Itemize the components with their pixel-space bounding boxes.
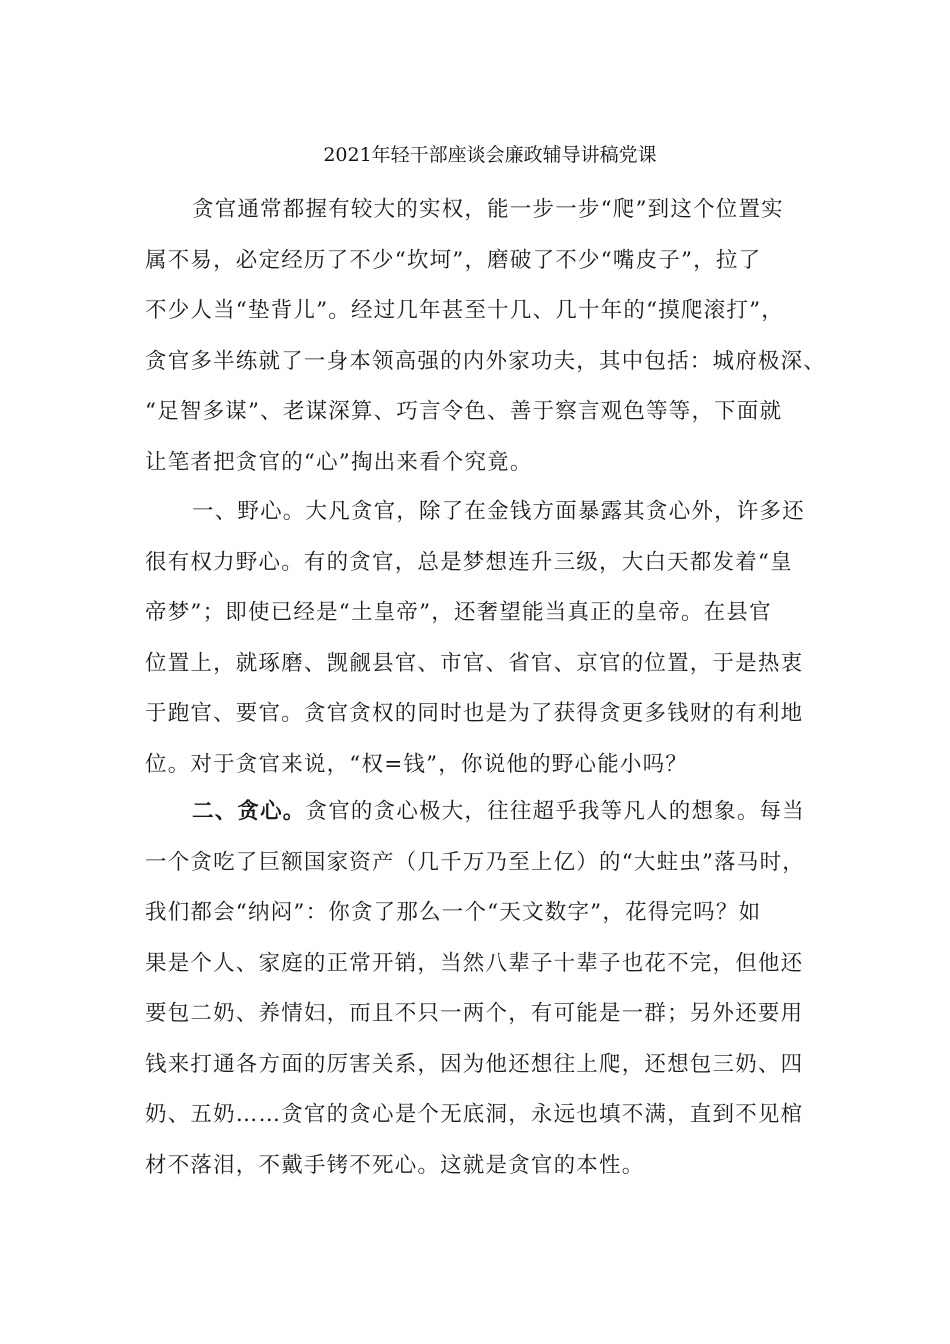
text-run: 贪官的贪心极大，往往超乎我等凡人的想象。每当: [305, 799, 805, 824]
paragraph-section-1: [145, 487, 835, 790]
text-line: 属不易，必定经历了不少“坎坷”，磨破了不少“嘴皮子”，拉了: [145, 247, 762, 273]
section-heading: 二、贪心。: [192, 799, 306, 824]
text-line: 很有权力野心。有的贪官，总是梦想连升三级，大白天都发着“皇: [145, 549, 793, 575]
paragraph-intro: [145, 185, 835, 488]
text-line: 贪官多半练就了一身本领高强的内外家功夫，其中包括：城府极深、: [145, 348, 827, 374]
text-line: 位。对于贪官来说，“权=钱”，你说他的野心能小吗？: [145, 751, 688, 777]
text-line: 我们都会“纳闷”：你贪了那么一个“天文数字”，花得完吗？如: [145, 900, 762, 925]
text-line: [145, 787, 835, 838]
text-line: 材不落泪，不戴手铐不死心。这就是贪官的本性。: [145, 1152, 645, 1178]
document-title: 2021年轻干部座谈会廉政辅导讲稿党课: [323, 144, 657, 166]
text-line: 钱来打通各方面的厉害关系，因为他还想往上爬，还想包三奶、四: [145, 1051, 804, 1077]
text-line: 帝梦”；即使已经是“土皇帝”，还奢望能当真正的皇帝。在县官: [145, 600, 772, 625]
text-line: 位置上，就琢磨、觊觎县官、市官、省官、京官的位置，于是热衷: [145, 650, 804, 676]
text-line: 于跑官、要官。贪官贪权的同时也是为了获得贪更多钱财的有利地: [145, 701, 804, 726]
text-line: 要包二奶、养情妇，而且不只一两个，有可能是一群；另外还要用: [145, 1001, 804, 1026]
text-line: 贪官通常都握有较大的实权，能一步一步“爬”到这个位置实: [192, 197, 784, 222]
paragraph-section-2: [145, 787, 835, 1191]
text-line: 果是个人、家庭的正常开销，当然八辈子十辈子也花不完，但他还: [145, 950, 804, 976]
text-line: 一个贪吃了巨额国家资产（几千万乃至上亿）的“大蛀虫”落马时，: [145, 849, 805, 875]
text-line: 一、野心。大凡贪官，除了在金钱方面暴露其贪心外，许多还: [192, 499, 805, 524]
text-line: 让笔者把贪官的“心”掏出来看个究竟。: [145, 449, 533, 475]
text-line: “足智多谋”、老谋深算、巧言令色、善于察言观色等等，下面就: [145, 399, 783, 424]
text-line: 奶、五奶……贪官的贪心是个无底洞，永远也填不满，直到不见棺: [145, 1102, 804, 1127]
text-line: 不少人当“垫背儿”。经过几年甚至十几、几十年的“摸爬滚打”，: [145, 298, 784, 323]
